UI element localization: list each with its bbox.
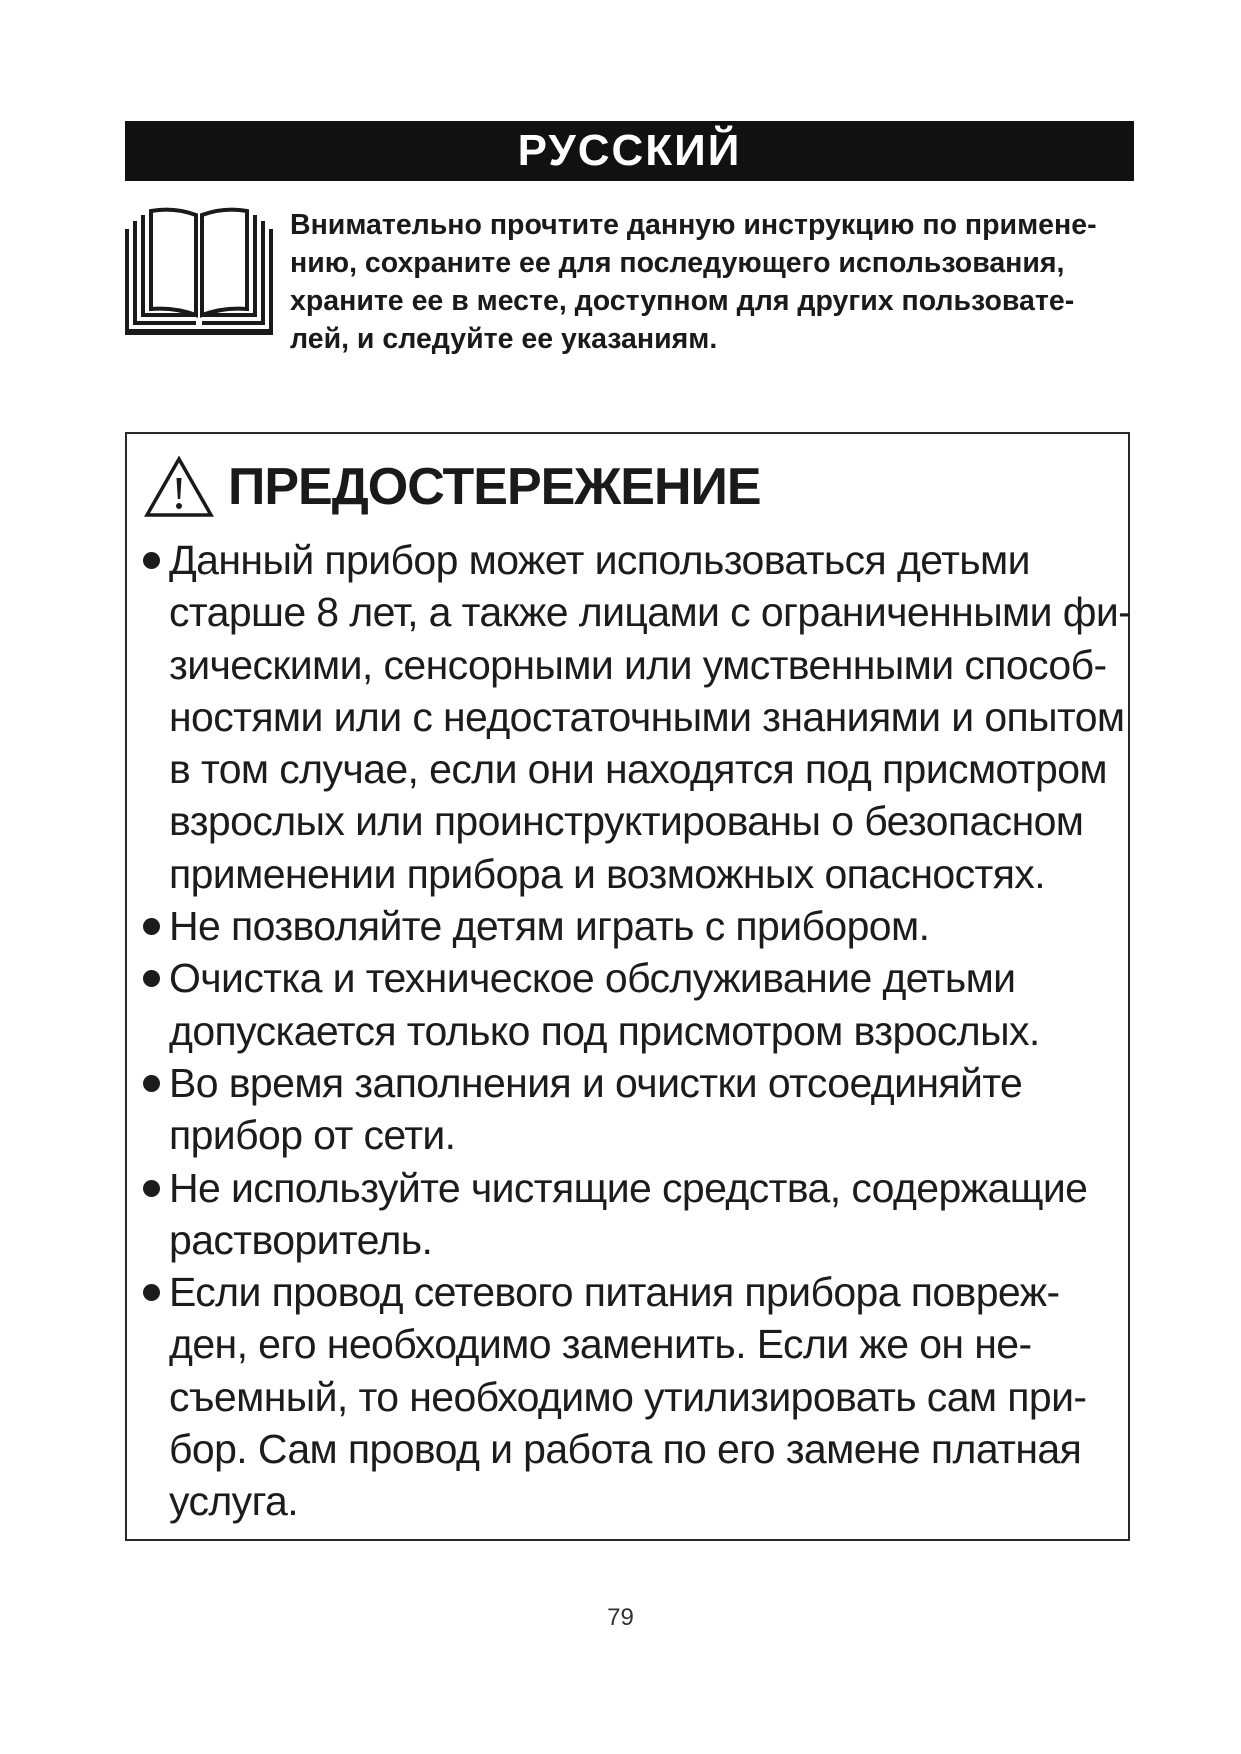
list-item-line: Не позволяйте детям играть с прибором. bbox=[169, 903, 930, 950]
language-header: РУССКИЙ bbox=[125, 121, 1134, 181]
list-item-line: допускается только под присмотром взрослых. bbox=[169, 1007, 1040, 1054]
list-item-line: в том случае, если они находятся под присмотром bbox=[169, 746, 1108, 793]
list-item bbox=[142, 534, 1132, 900]
list-item bbox=[142, 1162, 1122, 1267]
list-item bbox=[142, 1057, 1122, 1162]
list-item-line: съемный, то необходимо утилизировать сам при- bbox=[169, 1373, 1087, 1420]
intro-text bbox=[290, 206, 1135, 358]
intro-line: лей, и следуйте ее указаниям. bbox=[290, 323, 718, 355]
list-item-line: бор. Сам провод и работа по его замене платная bbox=[169, 1426, 1082, 1473]
list-item-line: Во время заполнения и очистки отсоединяйте bbox=[169, 1059, 1023, 1106]
list-item bbox=[142, 952, 1122, 1057]
list-item-line: Не используйте чистящие средства, содержащие bbox=[169, 1164, 1088, 1211]
list-item-line: Если провод сетевого питания прибора повреж- bbox=[169, 1269, 1060, 1316]
warning-triangle-icon bbox=[144, 456, 214, 518]
page-number: 79 bbox=[607, 1604, 634, 1631]
list-item-line: ден, его необходимо заменить. Если же он не- bbox=[169, 1321, 1032, 1368]
list-item-line: взрослых или проинструктированы о безопасном bbox=[169, 798, 1084, 845]
intro-line: нию, сохраните ее для последующего использования, bbox=[290, 247, 1065, 279]
open-book-icon bbox=[124, 207, 274, 335]
list-item bbox=[142, 900, 1122, 952]
list-item-line: Данный прибор может использоваться детьми bbox=[169, 537, 1030, 583]
list-item bbox=[142, 1266, 1122, 1527]
intro-line: Внимательно прочтите данную инструкцию по примене- bbox=[290, 209, 1097, 241]
list-item-line: прибор от сети. bbox=[169, 1112, 456, 1159]
warning-list bbox=[142, 534, 1132, 1528]
intro-line: храните ее в месте, доступном для других пользовате- bbox=[290, 285, 1075, 317]
list-item-line: ностями или с недостаточными знаниями и опытом bbox=[169, 693, 1125, 740]
list-item-line: Очистка и техническое обслуживание детьми bbox=[169, 955, 1016, 1002]
warning-title: ПРЕДОСТЕРЕЖЕНИЕ bbox=[228, 458, 761, 516]
list-item-line: старше 8 лет, а также лицами с ограниченными фи- bbox=[169, 589, 1132, 636]
list-item-line: зическими, сенсорными или умственными способ- bbox=[169, 641, 1107, 688]
warning-heading bbox=[144, 452, 761, 522]
list-item-line: растворитель. bbox=[169, 1216, 433, 1263]
list-item-line: услуга. bbox=[169, 1478, 299, 1525]
list-item-line: применении прибора и возможных опасностях. bbox=[169, 850, 1045, 897]
